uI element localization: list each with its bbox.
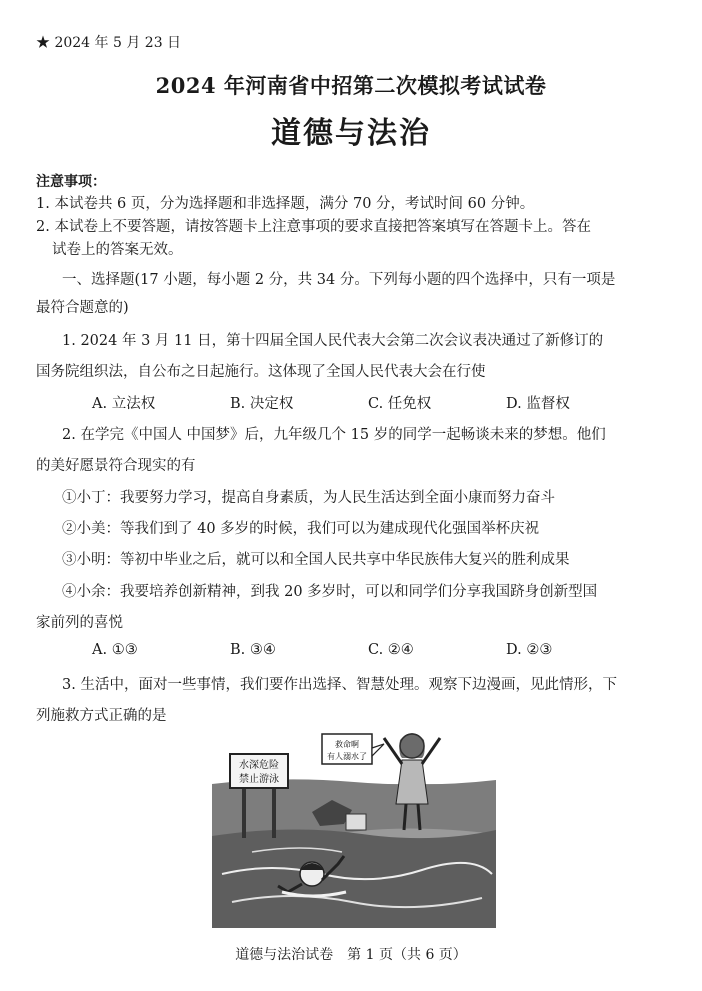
speech-bubble-text-line-2: 有人溺水了 bbox=[327, 752, 367, 761]
drowning-cartoon bbox=[212, 724, 496, 928]
question-3-line-2: 列施救方式正确的是 bbox=[36, 708, 167, 724]
question-2-option-d[interactable]: D. ②③ bbox=[506, 642, 553, 658]
question-1-line-2: 国务院组织法，自公布之日起施行。这体现了全国人民代表大会在行使 bbox=[36, 364, 486, 380]
question-2-statement-1: ①小丁：我要努力学习，提高自身素质，为人民生活达到全面小康而努力奋斗 bbox=[62, 490, 555, 506]
notice-item-2-line-2: 试卷上的答案无效。 bbox=[52, 242, 183, 258]
speech-bubble-tail bbox=[372, 744, 384, 756]
girl-arm bbox=[422, 738, 440, 764]
girl-leg bbox=[418, 804, 420, 830]
page-footer: 道德与法治试卷 第 1 页（共 6 页） bbox=[235, 947, 467, 963]
notice-heading: 注意事项： bbox=[36, 174, 106, 190]
question-2-option-b[interactable]: B. ③④ bbox=[230, 642, 276, 658]
notice-item-1: 1. 本试卷共 6 页，分为选择题和非选择题，满分 70 分，考试时间 60 分钟。 bbox=[36, 196, 535, 212]
question-1-option-b[interactable]: B. 决定权 bbox=[230, 396, 294, 412]
girl-hair bbox=[399, 733, 424, 758]
section-1-intro-line-2: 最符合题意的) bbox=[36, 300, 129, 316]
question-2-statement-4-line-2: 家前列的喜悦 bbox=[36, 615, 123, 631]
question-2-statement-3: ③小明：等初中毕业之后，就可以和全国人民共享中华民族伟大复兴的胜利成果 bbox=[62, 552, 570, 568]
question-1-option-d[interactable]: D. 监督权 bbox=[506, 396, 570, 412]
sign-post bbox=[272, 784, 276, 838]
section-1-intro-line-1: 一、选择题(17 小题，每小题 2 分，共 34 分。下列每小题的四个选择中，只有一项是 bbox=[62, 272, 616, 288]
warning-sign-text-line-2: 禁止游泳 bbox=[239, 774, 279, 785]
question-2-statement-4-line-1: ④小余：我要培养创新精神，到我 20 多岁时，可以和同学们分享我国跻身创新型国 bbox=[62, 584, 598, 600]
question-1-line-1: 1. 2024 年 3 月 11 日，第十四届全国人民代表大会第二次会议表决通过了新修订的 bbox=[62, 333, 604, 349]
subject-title: 道德与法治 bbox=[271, 116, 431, 151]
question-2-option-a[interactable]: A. ①③ bbox=[92, 642, 138, 658]
girl-leg bbox=[404, 804, 406, 830]
girl-arm bbox=[384, 738, 402, 764]
question-2-statement-2: ②小美：等我们到了 40 多岁的时候，我们可以为建成现代化强国举杯庆祝 bbox=[62, 521, 540, 537]
exam-title: 2024 年河南省中招第二次模拟考试试卷 bbox=[155, 73, 547, 98]
question-1-option-c[interactable]: C. 任免权 bbox=[368, 396, 432, 412]
girl-dress bbox=[396, 760, 428, 804]
warning-sign-text-line-1: 水深危险 bbox=[239, 760, 279, 771]
exam-date: ★ 2024 年 5 月 23 日 bbox=[36, 35, 182, 51]
notice-item-2-line-1: 2. 本试卷上不要答题，请按答题卡上注意事项的要求直接把答案填写在答题卡上。答在 bbox=[36, 219, 591, 235]
sign-post bbox=[242, 784, 246, 838]
question-2-option-c[interactable]: C. ②④ bbox=[368, 642, 414, 658]
speech-bubble-text-line-1: 救命啊 bbox=[335, 740, 359, 749]
question-2-line-2: 的美好愿景符合现实的有 bbox=[36, 458, 196, 474]
question-3-line-1: 3. 生活中，面对一些事情，我们要作出选择、智慧处理。观察下边漫画，见此情形，下 bbox=[62, 677, 617, 693]
question-2-line-1: 2. 在学完《中国人 中国梦》后，九年级几个 15 岁的同学一起畅谈未来的梦想。他们 bbox=[62, 427, 606, 443]
bag bbox=[346, 814, 366, 830]
question-1-option-a[interactable]: A. 立法权 bbox=[92, 396, 156, 412]
